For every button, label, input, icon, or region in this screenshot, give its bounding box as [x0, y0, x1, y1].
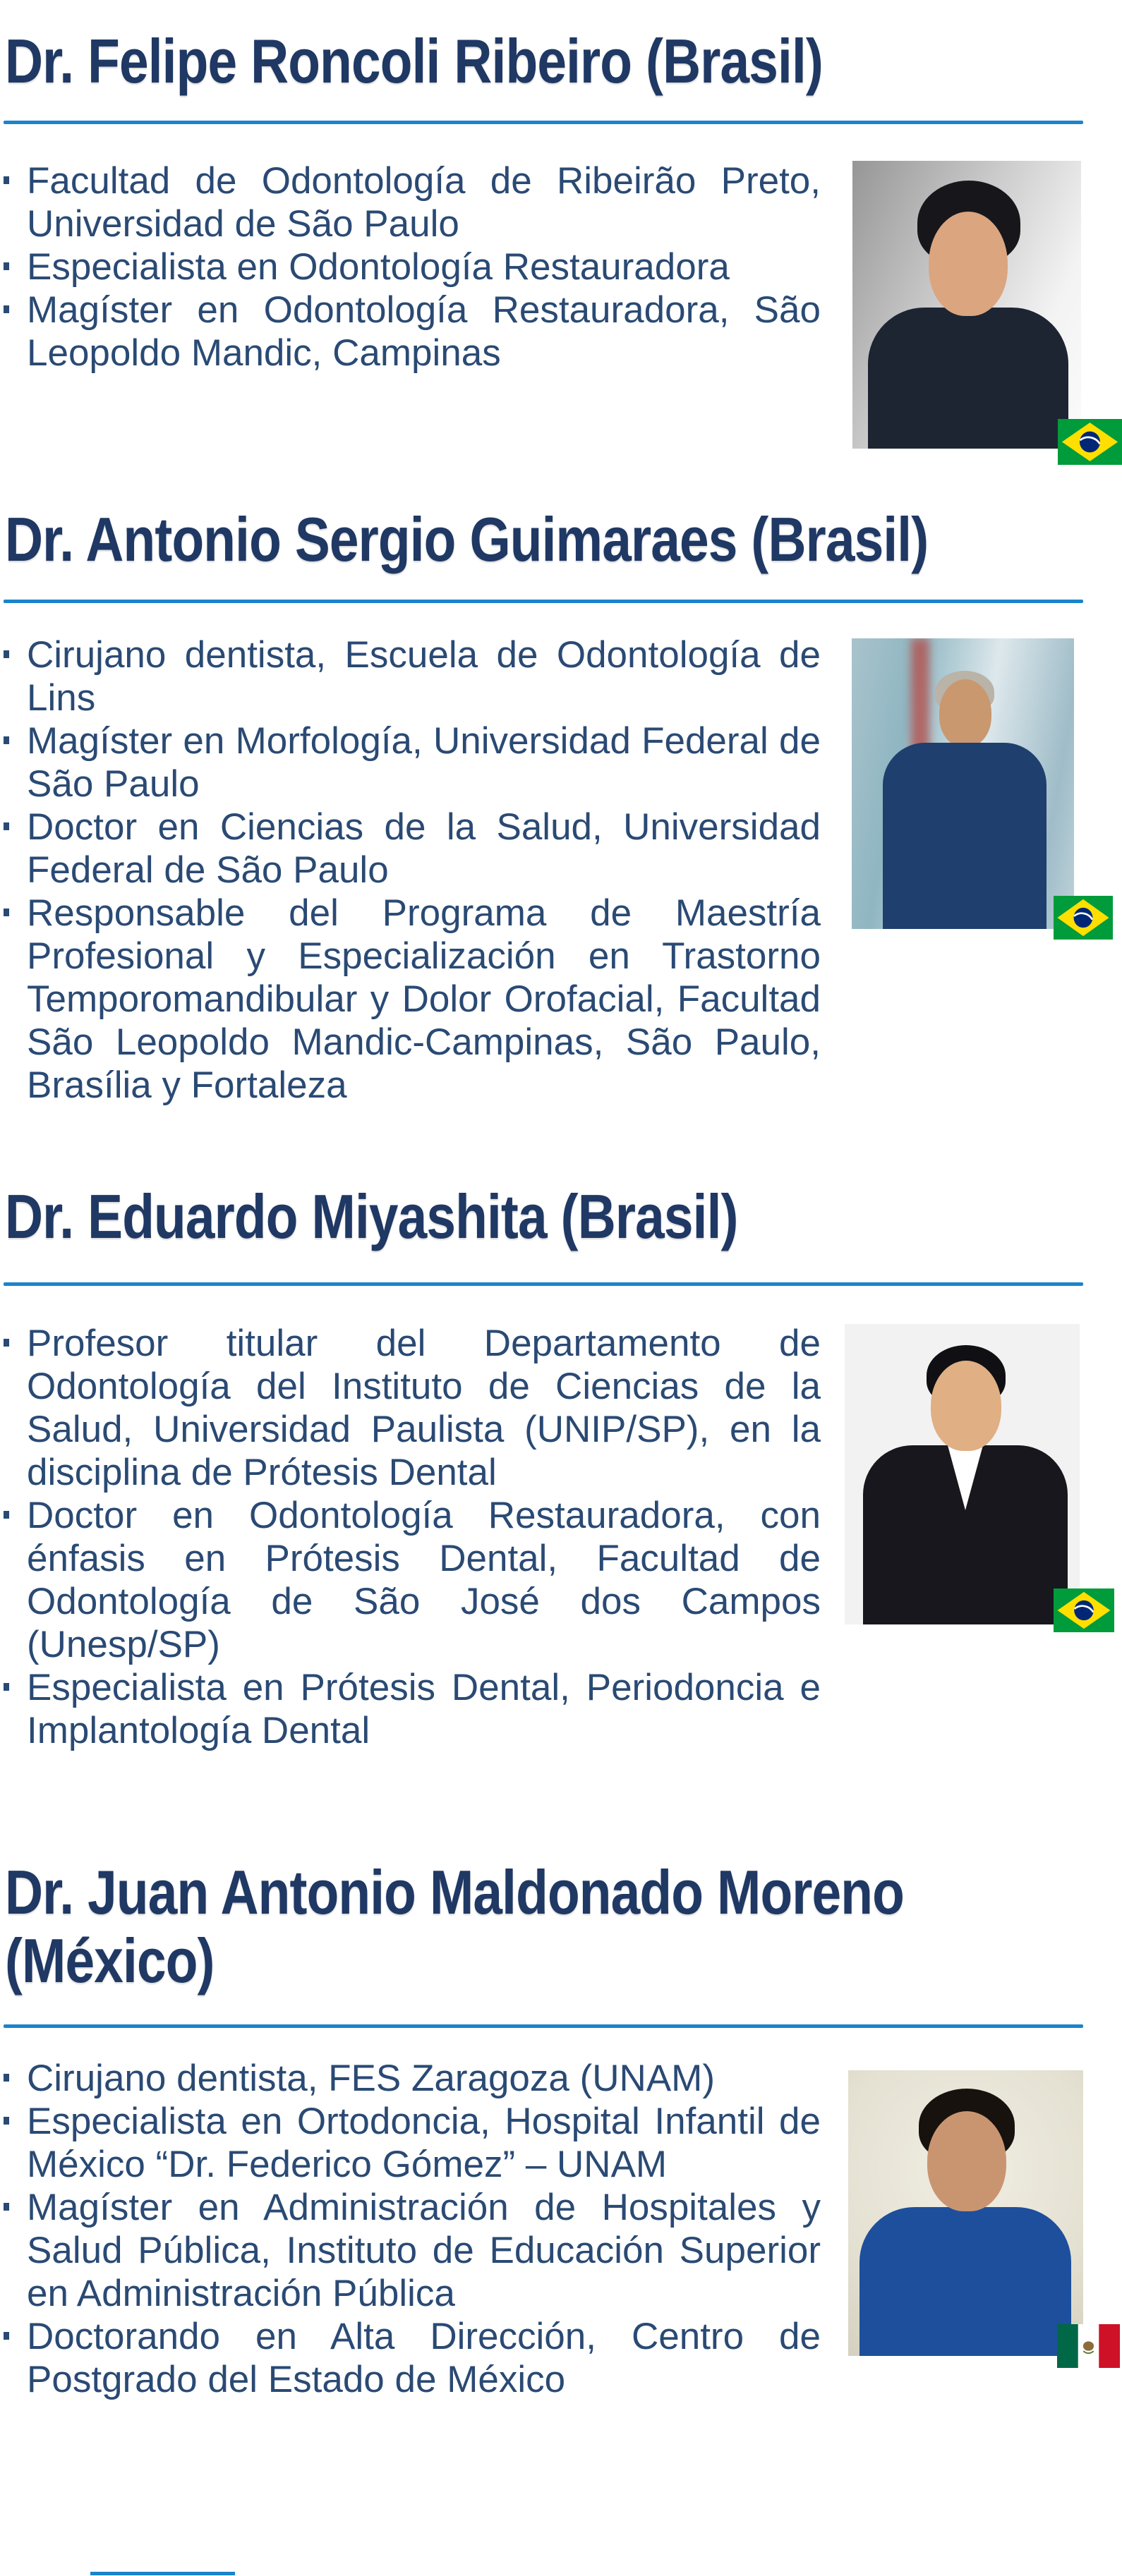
credential-item: [27, 245, 821, 288]
credential-text: Especialista en Prótesis Dental, Periodoncia e Implantología Dental: [27, 1667, 821, 1751]
brazil-flag-icon: [1058, 419, 1122, 465]
person-face: [929, 212, 1008, 316]
credentials-list: [0, 1322, 821, 1752]
bullet-square-icon: [4, 822, 9, 830]
speaker-name: Dr. Juan Antonio Maldonado Moreno (México): [5, 1857, 904, 1995]
credential-text: Doctorando en Alta Dirección, Centro de Postgrado del Estado de México: [27, 2316, 821, 2400]
credential-text: Profesor titular del Departamento de Odontología del Instituto de Ciencias de la Salud, Universidad Paulista (UNIP/SP), en la disciplina de Prótesis Dental: [27, 1323, 821, 1493]
bullet-square-icon: [4, 262, 9, 270]
credential-text: Especialista en Odontología Restauradora: [27, 246, 730, 288]
bullet-square-icon: [4, 2074, 9, 2082]
person-torso: [883, 743, 1046, 929]
mexico-flag-icon: [1057, 2324, 1120, 2368]
credentials-list: [0, 2057, 821, 2401]
person-face: [927, 2111, 1006, 2211]
credential-text: Cirujano dentista, Escuela de Odontología de Lins: [27, 634, 821, 719]
speaker-photo: [852, 161, 1081, 449]
credential-item: [27, 1666, 821, 1752]
credential-item: [27, 2186, 821, 2315]
person-torso: [868, 308, 1068, 449]
credential-item: [27, 2100, 821, 2186]
credential-text: Cirujano dentista, FES Zaragoza (UNAM): [27, 2058, 715, 2099]
speaker-photo: [852, 638, 1074, 929]
credential-item: [27, 1494, 821, 1666]
credential-text: Especialista en Ortodoncia, Hospital Infantil de México “Dr. Federico Gómez” – UNAM: [27, 2101, 821, 2185]
credential-item: [27, 159, 821, 245]
credentials-list: [0, 633, 821, 1107]
bullet-square-icon: [4, 1511, 9, 1519]
credential-item: [27, 892, 821, 1107]
speaker-name: Dr. Eduardo Miyashita (Brasil): [5, 1181, 738, 1251]
section-divider: [4, 1282, 1083, 1286]
credential-item: [27, 1322, 821, 1494]
credential-text: Magíster en Odontología Restauradora, São Leopoldo Mandic, Campinas: [27, 289, 821, 374]
brazil-flag-icon: [1054, 896, 1113, 940]
bullet-square-icon: [4, 2117, 9, 2125]
credential-item: [27, 2057, 821, 2100]
credential-item: [27, 2315, 821, 2401]
bullet-square-icon: [4, 1683, 9, 1691]
section-divider: [4, 2024, 1083, 2028]
brazil-flag-icon: [1054, 1588, 1114, 1632]
bullet-square-icon: [4, 2332, 9, 2340]
section-divider: [4, 121, 1083, 124]
bullet-square-icon: [4, 736, 9, 744]
bullet-square-icon: [4, 176, 9, 184]
credential-item: [27, 633, 821, 719]
credential-text: Magíster en Morfología, Universidad Federal de São Paulo: [27, 720, 821, 805]
speaker-photo: [848, 2070, 1083, 2356]
person-face: [939, 679, 991, 747]
bullet-square-icon: [4, 909, 9, 916]
credential-item: [27, 719, 821, 806]
credential-text: Magíster en Administración de Hospitales y Salud Pública, Instituto de Educación Superior en Administración Pública: [27, 2187, 821, 2314]
credential-text: Doctor en Ciencias de la Salud, Universidad Federal de São Paulo: [27, 806, 821, 891]
bullet-square-icon: [4, 1339, 9, 1347]
bullet-square-icon: [4, 2203, 9, 2211]
person-face: [931, 1361, 1001, 1451]
bullet-square-icon: [4, 305, 9, 313]
credential-item: [27, 806, 821, 892]
credential-item: [27, 288, 821, 375]
speaker-name: Dr. Felipe Roncoli Ribeiro (Brasil): [5, 26, 823, 96]
speaker-photo: [845, 1324, 1080, 1624]
person-torso: [859, 2207, 1071, 2356]
next-section-divider-partial: [90, 2572, 235, 2575]
credential-text: Doctor en Odontología Restauradora, con énfasis en Prótesis Dental, Facultad de Odontología de São José dos Campos (Unesp/SP): [27, 1495, 821, 1665]
bullet-square-icon: [4, 650, 9, 658]
credential-text: Responsable del Programa de Maestría Profesional y Especialización en Trastorno Temporomandibular y Dolor Orofacial, Facultad São Leopoldo Mandic-Campinas, São Paulo, Brasília y Fortaleza: [27, 892, 821, 1106]
credential-text: Facultad de Odontología de Ribeirão Preto, Universidad de São Paulo: [27, 160, 821, 245]
credentials-list: [0, 159, 821, 375]
section-divider: [4, 600, 1083, 603]
speaker-name: Dr. Antonio Sergio Guimaraes (Brasil): [5, 504, 929, 574]
